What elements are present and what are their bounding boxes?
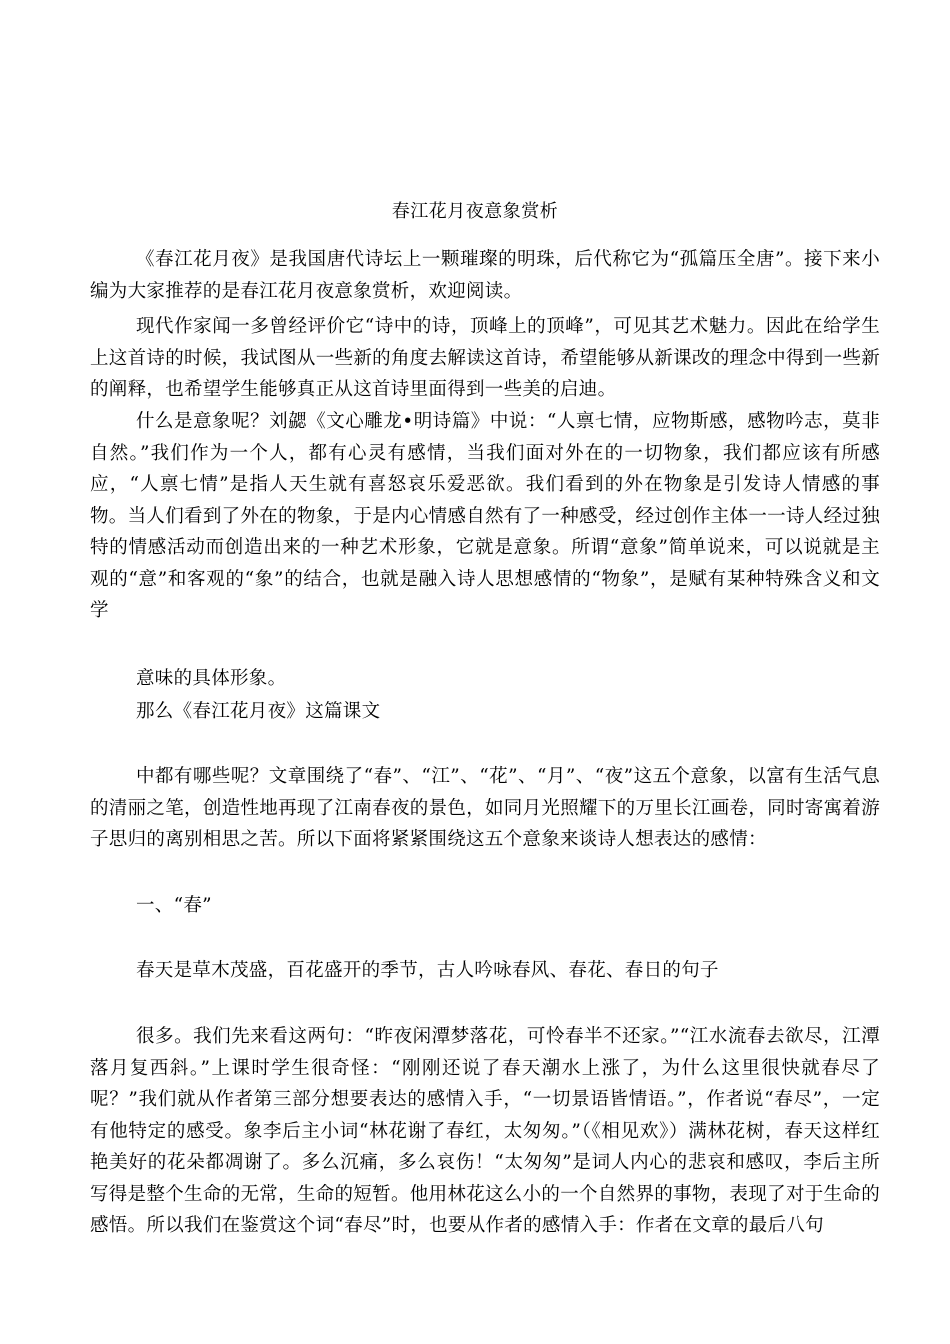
paragraph-five-images: 中都有哪些呢？文章围绕了“春”、“江”、“花”、“月”、“夜”这五个意象，以富有生活气息的清丽之笔，创造性地再现了江南春夜的景色，如同月光照耀下的万里长江画卷，同时寄寓着游子思归的离别相思之苦。所以下面将紧紧围绕这五个意象来谈诗人想表达的感情： xyxy=(90,766,880,850)
paragraph-wen-yiduo: 现代作家闻一多曾经评价它“诗中的诗，顶峰上的顶峰”，可见其艺术魅力。因此在给学生上这首诗的时候，我试图从一些新的角度去解读这首诗，希望能够从新课改的理念中得到一些新的阐释，也希望学生能够真正从这首诗里面得到一些美的启迪。 xyxy=(90,316,880,400)
paragraph-fragment-meaning: 意味的具体形象。 xyxy=(136,668,287,689)
paragraph-what-is-imagery: 什么是意象呢？刘勰《文心雕龙•明诗篇》中说：“人禀七情，应物斯感，感物吟志，莫非自然。”我们作为一个人，都有心灵有感情，当我们面对外在的一切物象，我们都应该有所感应，“人禀七情”是指人天生就有喜怒哀乐爱恶欲。我们看到的外在物象是引发诗人情感的事物。当人们看到了外在的物象，于是内心情感自然有了一种感受，经过创作主体一一诗人经过独特的情感活动而创造出来的一种艺术形象，它就是意象。所谓“意象”简单说来，可以说就是主观的“意”和客观的“象”的结合，也就是融入诗人思想感情的“物象”，是赋有某种特殊含义和文学 xyxy=(90,411,880,621)
paragraph-intro: 《春江花月夜》是我国唐代诗坛上一颗璀璨的明珠，后代称它为“孤篇压全唐”。接下来小编为大家推荐的是春江花月夜意象赏析，欢迎阅读。 xyxy=(90,249,880,302)
page-title: 春江花月夜意象赏析 xyxy=(391,201,559,222)
section-heading-spring: 一、“春” xyxy=(136,895,212,916)
paragraph-spring-analysis: 很多。我们先来看这两句：“昨夜闲潭梦落花，可怜春半不还家。”“江水流春去欲尽，江潭落月复西斜。”上课时学生很奇怪：“刚刚还说了春天潮水上涨了，为什么这里很快就春尽了呢？”我们就从作者第三部分想要表达的感情入手，“一切景语皆情语。”，作者说“春尽”，一定有他特定的感受。象李后主小词“林花谢了春红，太匆匆。”（《相见欢》）满林花树，春天这样红艳美好的花朵都凋谢了。多么沉痛，多么哀伤！“太匆匆”是词人内心的悲哀和感叹，李后主所写得是整个生命的无常，生命的短暂。他用林花这么小的一个自然界的事物，表现了对于生命的感悟。所以我们在鉴赏这个词“春尽”时，也要从作者的感情入手：作者在文章的最后八句 xyxy=(90,1026,880,1236)
paragraph-spring-intro: 春天是草木茂盛，百花盛开的季节，古人吟咏春风、春花、春日的句子 xyxy=(136,960,719,981)
paragraph-lesson-intro: 那么《春江花月夜》这篇课文 xyxy=(136,701,381,722)
